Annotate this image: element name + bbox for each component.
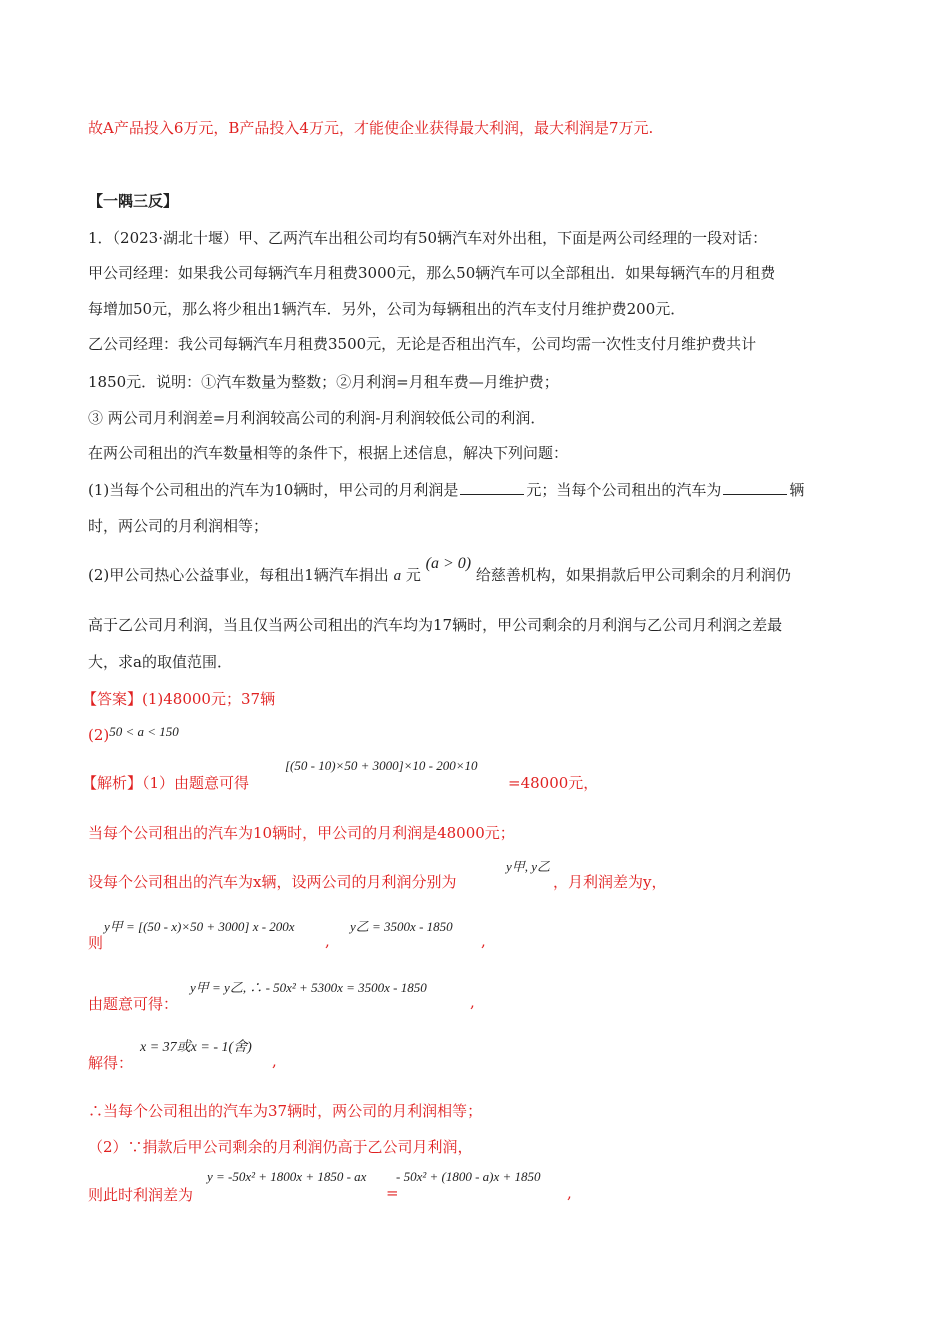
solution-s3-b: ，月利润差为y， xyxy=(553,873,667,891)
solution-line-1 xyxy=(82,772,249,794)
q2-unit: 元 xyxy=(405,566,421,584)
solution-s5-comma: , xyxy=(470,993,475,1011)
q1-text-c: 辆 xyxy=(789,481,805,499)
solution-s9-math-1: y = -50x² + 1800x + 1850 - ax xyxy=(207,1169,367,1184)
question-1 xyxy=(88,479,804,501)
problem-line-3: 每增加50元，那么将少租出1辆汽车．另外，公司为每辆租出的汽车支付月维护费200元． xyxy=(88,300,686,318)
answer-part-1: (1)48000元；37辆 xyxy=(142,690,276,708)
solution-s1-math: [(50 - 10)×50 + 3000]×10 - 200×10 xyxy=(285,758,478,773)
problem-line-5: 1850元．说明：①汽车数量为整数；②月利润=月租车费—月维护费； xyxy=(88,373,559,391)
q2-text-a: (2)甲公司热心公益事业，每租出1辆汽车捐出 xyxy=(88,566,389,584)
problem-line-6: ③ 两公司月利润差=月利润较高公司的利润-月利润较低公司的利润． xyxy=(88,409,546,427)
solution-s3-math: y甲, y乙 xyxy=(506,859,551,874)
answer-blank-2 xyxy=(723,480,787,495)
answer-part-2-prefix: (2) xyxy=(88,726,110,744)
answer-line-1 xyxy=(82,688,275,710)
solution-line-9: 则此时利润差为 xyxy=(88,1186,194,1204)
solution-label: 【解析】 xyxy=(82,774,143,792)
problem-line-1: 1．（2023·湖北十堰）甲、乙两汽车出租公司均有50辆汽车对外出租，下面是两公司经理的一段对话： xyxy=(88,229,768,247)
solution-line-7: ∴当每个公司租出的汽车为37辆时，两公司的月利润相等； xyxy=(88,1102,483,1120)
problem-line-2: 甲公司经理：如果我公司每辆汽车月租费3000元，那么50辆汽车可以全部租出．如果每辆汽车的月租费 xyxy=(88,264,776,282)
answer-part-2-math: 50 < a < 150 xyxy=(109,724,179,739)
solution-s1-result: =48000元， xyxy=(508,774,599,792)
solution-line-8: （2）∵捐款后甲公司剩余的月利润仍高于乙公司月利润， xyxy=(88,1138,473,1156)
q1-text-b: 元；当每个公司租出的汽车为 xyxy=(526,481,722,499)
solution-s4-math-2: y乙 = 3500x - 1850 xyxy=(350,919,453,934)
q1-text-a: (1)当每个公司租出的汽车为10辆时，甲公司的月利润是 xyxy=(88,481,459,499)
section-header: 【一隅三反】 xyxy=(88,192,179,210)
solution-s4-math-1: y甲 = [(50 - x)×50 + 3000] x - 200x xyxy=(104,919,295,934)
previous-conclusion: 故A产品投入6万元，B产品投入4万元，才能使企业获得最大利润，最大利润是7万元. xyxy=(88,119,654,137)
solution-s4-comma-2: , xyxy=(481,932,486,950)
solution-s9-comma: , xyxy=(567,1184,572,1202)
solution-s3-a: 设每个公司租出的汽车为x辆，设两公司的月利润分别为 xyxy=(88,873,457,891)
solution-line-2: 当每个公司租出的汽车为10辆时，甲公司的月利润是48000元； xyxy=(88,824,515,842)
question-2-cont-1: 高于乙公司月利润，当且仅当两公司租出的汽车均为17辆时，甲公司剩余的月利润与乙公司月利润之差最 xyxy=(88,616,783,634)
problem-line-7: 在两公司租出的汽车数量相等的条件下，根据上述信息，解决下列问题： xyxy=(88,444,569,462)
solution-s9-eq: = xyxy=(386,1184,399,1202)
solution-s5-math: y甲 = y乙, ∴ - 50x² + 5300x = 3500x - 1850 xyxy=(190,980,427,995)
solution-s6-math: x = 37或x = - 1(舍) xyxy=(140,1040,252,1055)
solution-s6-comma: , xyxy=(272,1052,277,1070)
solution-s9-math-2: - 50x² + (1800 - a)x + 1850 xyxy=(396,1169,541,1184)
question-2 xyxy=(88,555,791,587)
question-1-cont: 时，两公司的月利润相等； xyxy=(88,517,269,535)
q2-text-b: 给慈善机构，如果捐款后甲公司剩余的月利润仍 xyxy=(475,566,791,584)
solution-line-6: 解得： xyxy=(88,1054,134,1072)
question-2-cont-2: 大，求a的取值范围． xyxy=(88,653,232,671)
problem-line-4: 乙公司经理：我公司每辆汽车月租费3500元，无论是否租出汽车，公司均需一次性支付月维护费共计 xyxy=(88,335,757,353)
answer-line-2 xyxy=(88,724,179,747)
q2-var-a: a xyxy=(393,568,402,584)
solution-line-4: 则 xyxy=(88,934,104,952)
answer-label: 【答案】 xyxy=(82,690,143,708)
solution-s1-text: （1）由题意可得 xyxy=(142,774,250,792)
answer-blank-1 xyxy=(460,480,524,495)
solution-line-5: 由题意可得： xyxy=(88,995,179,1013)
solution-s4-comma-1: , xyxy=(325,932,330,950)
solution-line-3 xyxy=(88,871,456,893)
q2-condition: (a > 0) xyxy=(425,555,472,572)
